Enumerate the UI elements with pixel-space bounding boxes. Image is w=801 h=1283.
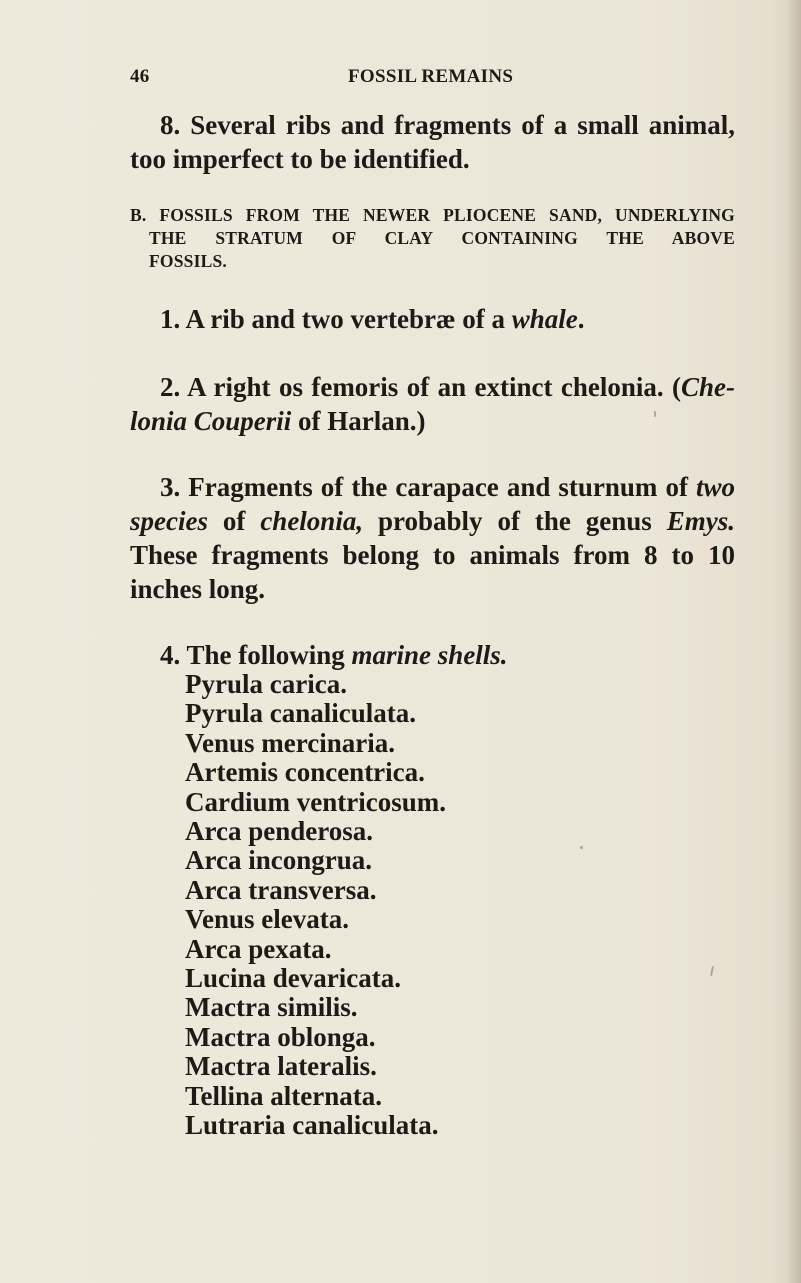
item-1 <box>160 302 735 336</box>
page-edge-shadow <box>787 0 801 1283</box>
item-3-line-4: inches long. <box>130 574 266 604</box>
item-3-line-2 <box>130 504 735 538</box>
shell-list-item: Arca incongrua. <box>185 845 372 876</box>
section-b-line-1: B. FOSSILS FROM THE NEWER PLIOCENE SAND, UNDERLYING <box>130 205 735 225</box>
shell-list-item: Artemis concentrica. <box>185 757 425 788</box>
shell-list-item: Lutraria canaliculata. <box>185 1110 439 1141</box>
item-2-line-2 <box>130 404 735 438</box>
item-1-end: . <box>577 304 585 334</box>
shell-list-item: Venus elevata. <box>185 904 350 935</box>
marine-shells-list <box>185 670 446 1141</box>
shell-list-item: Venus mercinaria. <box>185 727 396 758</box>
page-number: 46 <box>130 66 150 87</box>
item-1-text: 1. A rib and two vertebræ of a <box>160 304 512 334</box>
section-b-line-2: THE STRATUM OF CLAY CONTAINING THE ABOVE <box>149 228 735 248</box>
running-title: FOSSIL REMAINS <box>348 66 514 87</box>
item-2 <box>130 370 735 438</box>
shell-list-item: Mactra oblonga. <box>185 1021 376 1052</box>
item-3-line-2-text: probably of the genus <box>363 506 667 536</box>
shell-list-item: Mactra similis. <box>185 992 358 1023</box>
paper-speck <box>710 966 714 976</box>
item-4 <box>160 638 735 672</box>
shell-list-item: Tellina alternata. <box>185 1080 383 1111</box>
paper-speck <box>580 846 583 849</box>
shell-list-item: Pyrula canaliculata. <box>185 698 416 729</box>
page-header <box>130 66 730 90</box>
shell-list-item: Pyrula carica. <box>185 669 347 699</box>
item-2-italic-b: lonia Couperii <box>130 406 292 436</box>
shell-list-item: Arca penderosa. <box>185 816 373 847</box>
paragraph-8 <box>130 108 735 176</box>
section-b-heading <box>130 204 735 273</box>
item-3-of: of <box>207 506 261 536</box>
shell-list-item: Arca pexata. <box>185 933 332 964</box>
item-3 <box>130 470 735 606</box>
item-3-italic-species: species <box>130 506 208 536</box>
item-3-line-1-italic: two <box>695 472 735 502</box>
item-4-text: 4. The following <box>160 640 352 670</box>
item-2-line-1 <box>130 370 735 404</box>
shell-list-item: Arca transversa. <box>185 874 377 905</box>
item-2-end: of Harlan.) <box>291 406 426 436</box>
item-3-italic-chelonia: chelonia, <box>260 506 364 536</box>
item-3-line-3: These fragments belong to animals from 8 to 10 <box>130 540 735 570</box>
paper-speck <box>654 411 656 417</box>
paragraph-8-line-2: too imperfect to be identified. <box>130 144 470 174</box>
item-2-text: 2. A right os femoris of an extinct chelonia. ( <box>160 372 681 402</box>
shell-list-item: Mactra lateralis. <box>185 1051 377 1082</box>
shell-list-item: Cardium ventricosum. <box>185 786 446 817</box>
item-2-italic-a: Che- <box>681 372 735 402</box>
item-3-line-1 <box>130 470 735 504</box>
item-3-line-1-text: 3. Fragments of the carapace and sturnum of <box>160 472 696 502</box>
section-b-line-3: FOSSILS. <box>149 251 227 271</box>
shell-list-item: Lucina devaricata. <box>185 963 401 994</box>
item-3-italic-emys: Emys. <box>666 506 735 536</box>
item-4-italic: marine shells. <box>351 640 508 670</box>
item-1-italic: whale <box>511 304 578 334</box>
paragraph-8-line-1: 8. Several ribs and fragments of a small animal, <box>160 110 735 140</box>
